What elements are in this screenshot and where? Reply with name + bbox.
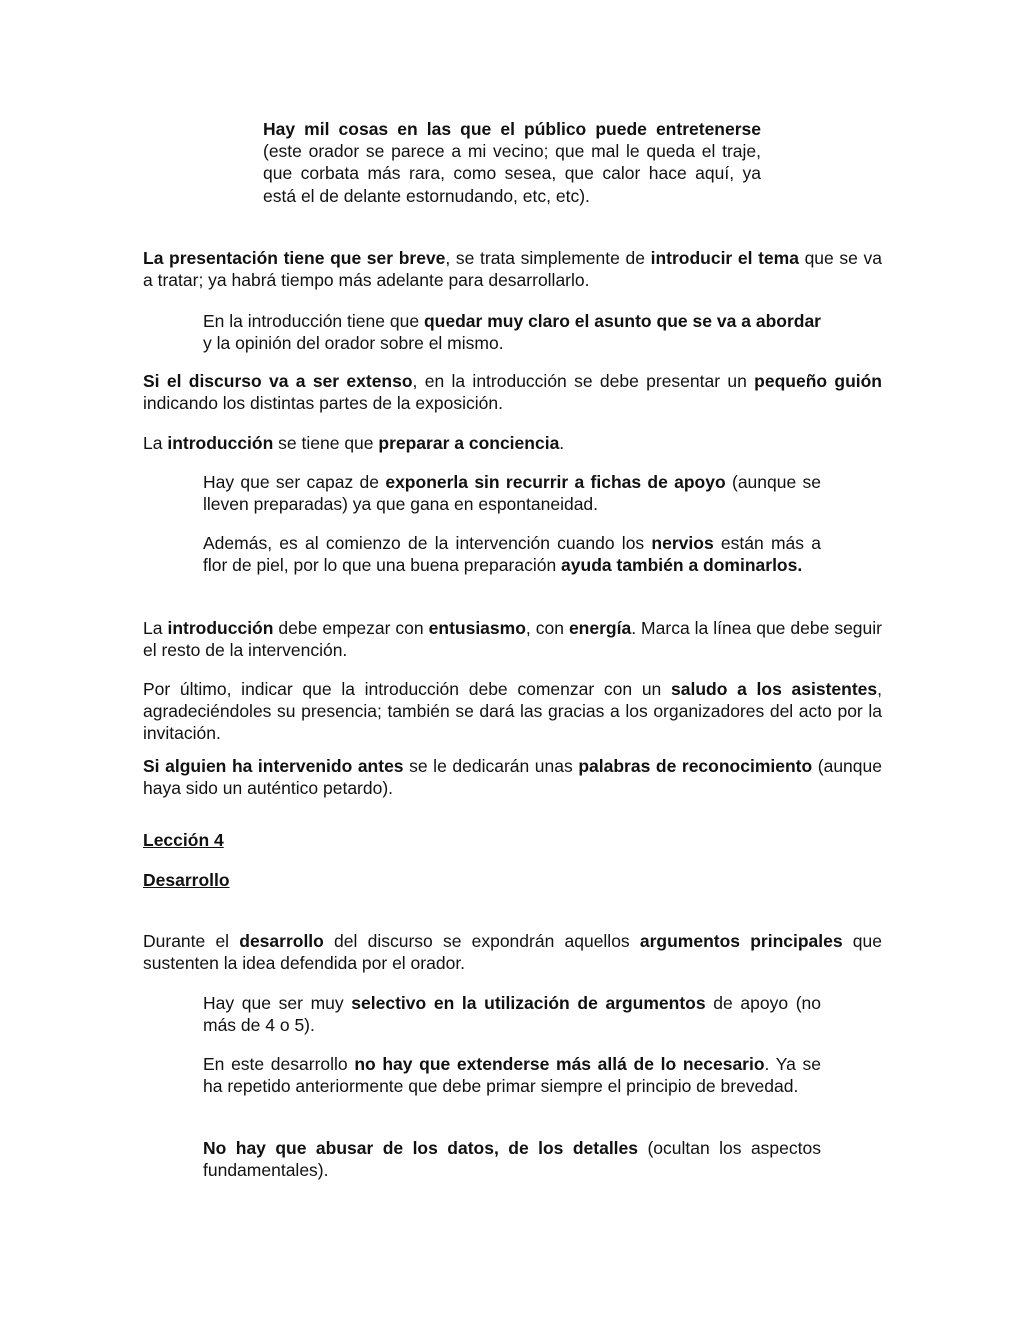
paragraph-data-details: No hay que abusar de los datos, de los detalles (ocultan los aspectos fundamentales). <box>203 1138 821 1181</box>
paragraph-recognition: Si alguien ha intervenido antes se le dedicarán unas palabras de reconocimiento (aunque haya sido un auténtico petardo). <box>143 756 882 799</box>
paragraph-public-distractions: Hay mil cosas en las que el público puede entretenerse (este orador se parece a mi vecino; que mal le queda el traje, que corbata más rara, como sesea, que calor hace aquí, ya está el de delante estornudando, etc, etc). <box>263 119 761 206</box>
paragraph-prepare-introduction: La introducción se tiene que preparar a conciencia. <box>143 433 565 453</box>
paragraph-selective-arguments: Hay que ser muy selectivo en la utilización de argumentos de apoyo (no más de 4 o 5). <box>203 993 821 1036</box>
paragraph-brief-presentation: La presentación tiene que ser breve, se trata simplemente de introducir el tema que se va a tratar; ya habrá tiempo más adelante para desarrollarlo. <box>143 248 882 291</box>
paragraph-clear-topic: En la introducción tiene que quedar muy claro el asunto que se va a abordar y la opinión del orador sobre el mismo. <box>203 311 821 354</box>
paragraph-development-arguments: Durante el desarrollo del discurso se expondrán aquellos argumentos principales que sustenten la idea defendida por el orador. <box>143 931 882 974</box>
paragraph-enthusiasm: La introducción debe empezar con entusiasmo, con energía. Marca la línea que debe seguir el resto de la intervención. <box>143 618 882 661</box>
paragraph-nerves: Además, es al comienzo de la intervención cuando los nervios están más a flor de piel, por lo que una buena preparación ayuda también a dominarlos. <box>203 533 821 576</box>
lesson-heading: Lección 4 <box>143 830 224 850</box>
paragraph-greeting: Por último, indicar que la introducción debe comenzar con un saludo a los asistentes, agradeciéndoles su presencia; también se dará las gracias a los organizadores del acto por la invitación. <box>143 679 883 744</box>
section-heading: Desarrollo <box>143 870 230 890</box>
paragraph-extended-speech: Si el discurso va a ser extenso, en la introducción se debe presentar un pequeño guión indicando los distintas partes de la exposición. <box>143 371 883 414</box>
paragraph-brevity: En este desarrollo no hay que extenderse más allá de lo necesario. Ya se ha repetido anteriormente que debe primar siempre el principio de brevedad. <box>203 1054 821 1097</box>
paragraph-no-support-cards: Hay que ser capaz de exponerla sin recurrir a fichas de apoyo (aunque se lleven preparadas) ya que gana en espontaneidad. <box>203 472 822 515</box>
